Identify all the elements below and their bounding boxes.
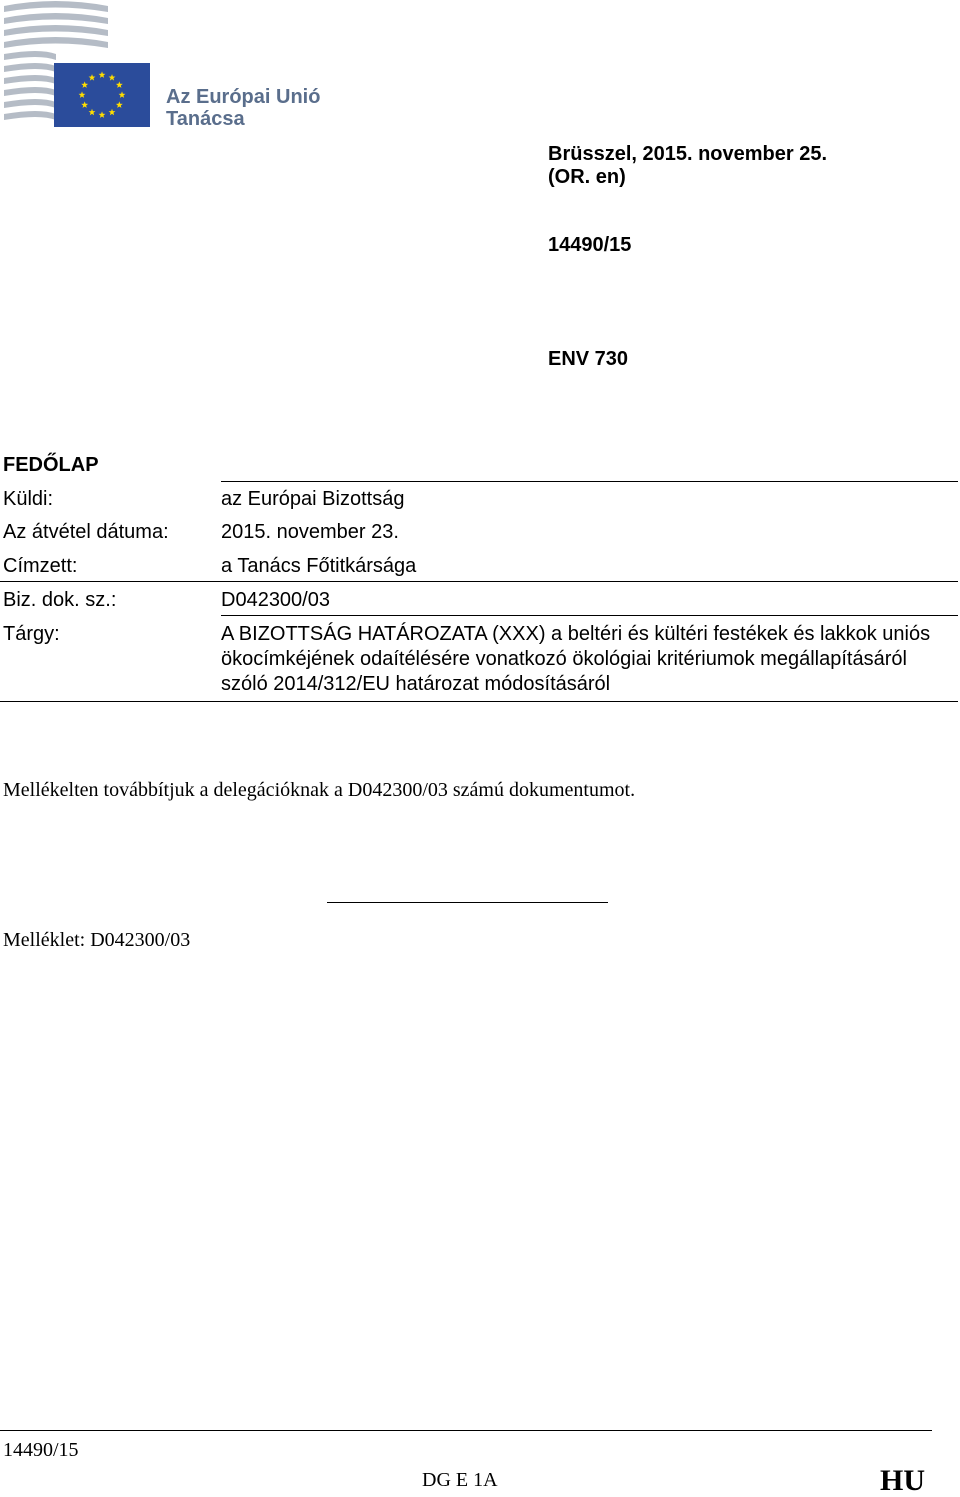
subject-text: A BIZOTTSÁG HATÁROZATA (XXX) a beltéri és kültéri festékek és lakkok uniós ökocímkéjének odaítélésére vonatkozó ökológiai kritériumok megállapításáról szóló 2014/312/EU határozat módosításáról <box>221 623 931 695</box>
divider-top <box>221 481 958 482</box>
commission-doc-label: Biz. dok. sz.: <box>3 589 117 611</box>
sender-value: az Európai Bizottság <box>221 488 405 510</box>
footer-language: HU <box>880 1464 925 1497</box>
council-logo <box>0 0 360 140</box>
org-name-line2: Tanácsa <box>166 108 245 130</box>
cover-title: FEDŐLAP <box>3 454 99 476</box>
council-building-icon <box>0 0 160 140</box>
annex-note: Melléklet: D042300/03 <box>3 929 191 951</box>
divider-bottom <box>0 701 958 702</box>
recipient-value: a Tanács Főtitkársága <box>221 555 417 577</box>
document-number: 14490/15 <box>548 234 632 256</box>
subject-label: Tárgy: <box>3 623 60 645</box>
transmission-note: Mellékelten továbbítjuk a delegációknak a D042300/03 számú dokumentumot. <box>3 779 636 801</box>
place-date: Brüsszel, 2015. november 25. <box>548 143 828 165</box>
footer-doc-number: 14490/15 <box>3 1439 79 1461</box>
divider-mid <box>0 581 958 582</box>
separator-line <box>327 902 608 903</box>
original-language: (OR. en) <box>548 166 626 188</box>
receipt-date-value: 2015. november 23. <box>221 521 399 543</box>
recipient-label: Címzett: <box>3 555 78 577</box>
commission-doc-value: D042300/03 <box>221 589 330 611</box>
footer-divider <box>0 1430 932 1431</box>
receipt-date-label: Az átvétel dátuma: <box>3 521 169 543</box>
divider-subject <box>221 615 958 616</box>
document-code: ENV 730 <box>548 348 629 370</box>
org-name-line1: Az Európai Unió <box>166 86 321 108</box>
sender-label: Küldi: <box>3 488 54 510</box>
footer-department: DG E 1A <box>422 1469 498 1491</box>
